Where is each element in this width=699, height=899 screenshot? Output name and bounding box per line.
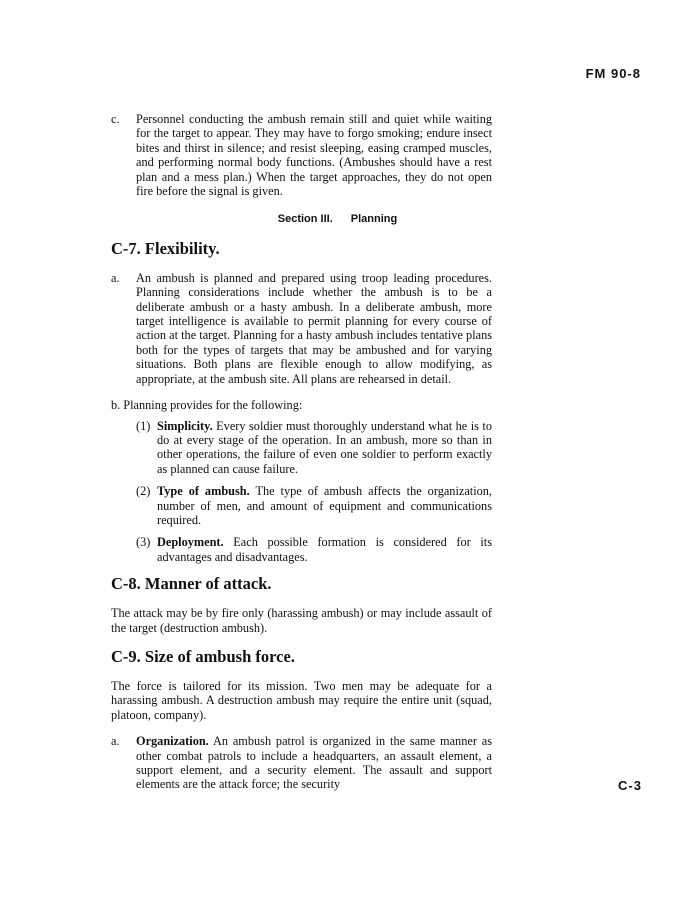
section-title: Planning xyxy=(350,213,398,226)
c7-item-a-text: An ambush is planned and prepared using troop leading procedures. Planning considerations include whether the ambush is to be a deliberate ambush or a hasty ambush. In a deliberate ambush, more target intelligence is available to permit planning for every course of action at the target. Planning for a hasty ambush includes tentative plans both for the types of targets that may be ambushed and for varying situations. Both plans are flexible enough to allow modifying, as appropriate, at the ambush site. All plans are rehearsed in detail. xyxy=(136,270,492,386)
c7-subitem-simplicity xyxy=(111,419,492,477)
c7-item-a-label: a. xyxy=(111,270,120,285)
c9-item-a-text: An ambush patrol is organized in the same manner as other combat patrols to include a headquarters, an assault element, a support element, and a security element. The assault and support elements are the attack force; the security xyxy=(136,734,493,792)
document-id-header: FM 90-8 xyxy=(585,66,641,81)
subitem-title: Deployment. xyxy=(157,535,224,550)
item-c-label: c. xyxy=(111,112,120,126)
subitem-text: The type of ambush affects the organization, number of men, and amount of equipment and communications required. xyxy=(157,484,492,527)
c9-text: The force is tailored for its mission. Two men may be adequate for a harassing ambush. A destruction ambush may require the entire unit (squad, platoon, company). xyxy=(111,678,492,722)
subitem-number: (3) xyxy=(136,535,151,550)
subitem-number: (1) xyxy=(136,418,151,433)
c8-text: The attack may be by fire only (harassing ambush) or may include assault of the target (destruction ambush). xyxy=(111,606,492,635)
c7-subitem-type-of-ambush xyxy=(111,484,492,527)
item-c xyxy=(111,112,492,198)
section-number: Section III. xyxy=(277,213,333,226)
subitem-text: Every soldier must thoroughly understand what he is to do at every stage of the operation. In an ambush, more so than in other operations, the failure of even one soldier to perform exactly as planned can cause failure. xyxy=(157,418,492,476)
c7-heading: C-7. Flexibility. xyxy=(111,238,220,258)
c7-item-a xyxy=(111,271,492,386)
subitem-text: Each possible formation is considered for its advantages and disadvantages. xyxy=(157,535,492,564)
subitem-number: (2) xyxy=(136,484,151,499)
item-c-text: Personnel conducting the ambush remain still and quiet while waiting for the target to appear. They may have to forgo smoking; endure insect bites and thirst in silence; and resist sleeping, easing cramped muscles, and performing normal body functions. (Ambushes should have a rest plan and a mess plan.) When the target approaches, they do not open fire before the signal is given. xyxy=(136,112,492,199)
c7-item-b-intro: b. Planning provides for the following: xyxy=(111,398,303,413)
c9-item-a xyxy=(111,734,492,792)
page-content xyxy=(111,112,492,804)
subitem-title: Simplicity. xyxy=(157,418,213,433)
subitem-title: Type of ambush. xyxy=(157,484,250,499)
page-number-footer: C-3 xyxy=(618,778,642,793)
c9-heading: C-9. Size of ambush force. xyxy=(111,646,295,666)
c9-item-a-title: Organization. xyxy=(136,734,209,749)
c8-heading: C-8. Manner of attack. xyxy=(111,574,272,594)
c9-item-a-label: a. xyxy=(111,734,120,749)
section-heading xyxy=(111,212,492,226)
c7-subitem-deployment xyxy=(111,535,492,564)
